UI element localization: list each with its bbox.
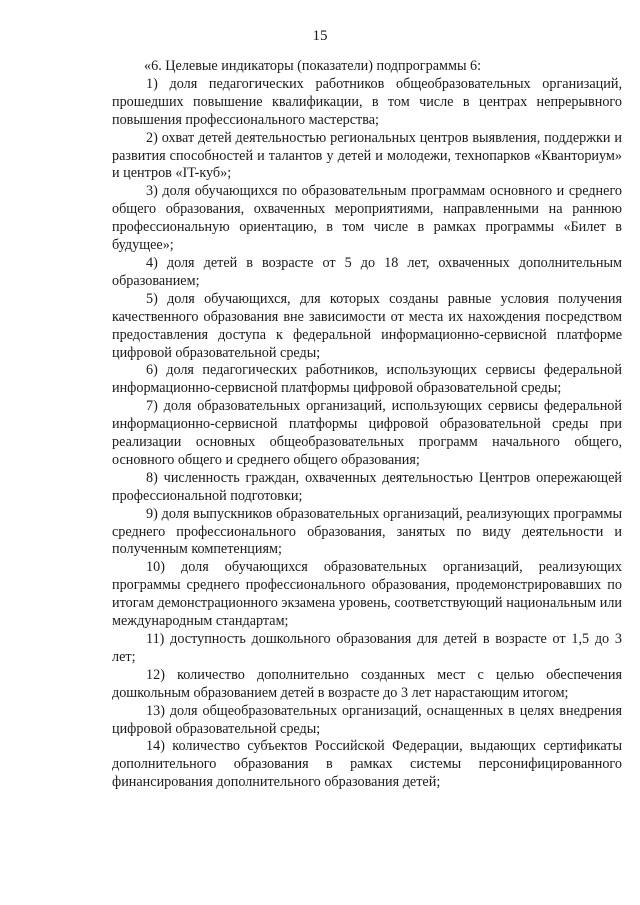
list-item-7: 7) доля образовательных организаций, использующих сервисы федеральной информационно-сервисной платформы цифровой образовательной среды при реализации основных общеобразовательных программ начального общего, основного общего и среднего общего образования;: [112, 398, 622, 468]
list-item-5: 5) доля обучающихся, для которых созданы равные условия получения качественного образования вне зависимости от места их нахождения посредством предоставления доступа к федеральной информационно-сервисной платформе цифровой образовательной среды;: [112, 290, 622, 361]
list-item-12: 12) количество дополнительно созданных мест с целью обеспечения дошкольным образованием детей в возрасте до 3 лет нарастающим итогом;: [112, 666, 622, 701]
list-item-13: 13) доля общеобразовательных организаций, оснащенных в целях внедрения цифровой образовательной среды;: [112, 702, 622, 737]
list-item-3: 3) доля обучающихся по образовательным программам основного и среднего общего образования, охваченных мероприятиями, направленными на раннюю профессиональную ориентацию, в том числе в рамках программы «Билет в будущее»;: [112, 183, 622, 254]
list-item-8: 8) численность граждан, охваченных деятельностью Центров опережающей профессиональной подготовки;: [112, 469, 622, 504]
section-heading: «6. Целевые индикаторы (показатели) подпрограммы 6:: [144, 58, 482, 74]
list-item-2: 2) охват детей деятельностью региональных центров выявления, поддержки и развития способностей и талантов у детей и молодежи, технопарков «Кванториум» и центров «IT-куб»;: [112, 129, 622, 182]
list-item-14: 14) количество субъектов Российской Федерации, выдающих сертификаты дополнительного образования в рамках системы персонифицированного финансирования дополнительного образования детей;: [112, 738, 622, 791]
list-item-1: 1) доля педагогических работников общеобразовательных организаций, прошедших повышение квалификации, в том числе в центрах непрерывного повышения профессионального мастерства;: [112, 75, 622, 128]
list-item-9: 9) доля выпускников образовательных организаций, реализующих программы среднего профессионального образования, занятых по виду деятельности и полученным компетенциям;: [112, 505, 622, 558]
list-item-6: 6) доля педагогических работников, использующих сервисы федеральной информационно-сервисной платформы цифровой образовательной среды;: [112, 362, 622, 397]
list-item-10: 10) доля обучающихся образовательных организаций, реализующих программы среднего профессионального образования, продемонстрировавших по итогам демонстрационного экзамена уровень, соответствующий национальным или международным стандартам;: [112, 559, 622, 630]
list-item-4: 4) доля детей в возрасте от 5 до 18 лет, охваченных дополнительным образованием;: [112, 254, 622, 289]
page-number: 15: [312, 28, 328, 44]
list-item-11: 11) доступность дошкольного образования для детей в возрасте от 1,5 до 3 лет;: [112, 631, 622, 665]
page-content: [112, 58, 622, 792]
